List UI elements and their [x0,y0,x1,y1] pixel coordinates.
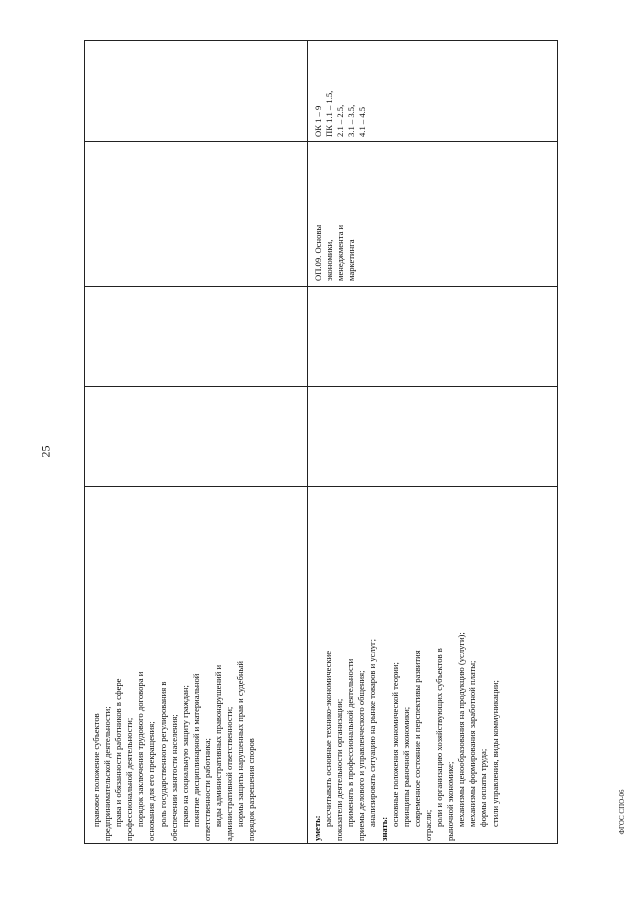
column-divider-4 [85,141,557,142]
text-line: экономики, [324,239,335,281]
text-line: профессиональной деятельности; [124,717,135,841]
text-line: ОП.09. Основы [313,224,323,281]
column-divider-2 [85,386,557,387]
column-divider-3 [85,286,557,287]
row-divider [307,41,308,843]
page-number: 25 [38,445,53,458]
text-line: 3.1 – 3.5, [346,104,357,137]
row2-discipline-cell [313,143,357,281]
text-line: предпринимательской деятельности; [102,706,113,841]
text-line: рассчитывать основные технико-экономические [323,650,334,827]
text-line: формы оплаты труда; [478,748,489,827]
row2-content-cell [312,493,501,841]
text-line: понятие дисциплинарной и материальной [190,673,201,827]
footer-standard-mark: ФГОС СПО-06 [618,789,626,835]
text-line: стили управления, виды коммуникации; [489,680,500,827]
text-line: механизмы формирования заработной платы; [467,660,478,827]
text-line: отрасли; [422,809,433,841]
text-line: показатели деятельности организации; [334,698,345,841]
text-line: анализировать ситуацию на рынке товаров и услуг; [367,639,378,827]
text-line: порядок разрешения споров [246,738,257,841]
text-line: основания для его прекращения; [146,721,157,841]
text-line: роль государственного регулирования в [157,681,168,827]
text-line: применять в профессиональной деятельности [345,658,356,827]
text-line: приемы делового и управленческого общения; [356,670,367,841]
text-line: правовое положение субъектов [91,713,101,827]
text-line: право на социальную защиту граждан; [179,685,190,827]
text-line: ПК 1.1 – 1.5, [324,90,335,137]
text-line: рыночной экономике; [445,761,456,841]
text-line: современное состояние и перспективы развития [411,650,422,827]
text-line: права и обязанности работников в сфере [113,678,124,827]
text-line: уметь: [312,815,322,841]
text-line: виды административных правонарушений и [213,664,224,827]
text-line: порядок заключения трудового договора и [135,671,146,827]
text-line: механизмы ценообразования на продукцию (услуги); [456,632,467,827]
text-line: обеспечении занятости населения; [168,714,179,841]
text-line: роли и организацию хозяйствующих субъектов в [434,648,445,827]
text-line: принципы рыночной экономики; [400,706,411,827]
text-line: ответственности работника; [201,738,212,841]
text-line: маркетинга [346,239,357,281]
text-line: ОК 1 – 9 [313,105,323,137]
text-line: 2.1 – 2.5, [335,104,346,137]
text-line: основные положения экономической теории; [389,662,400,827]
column-divider-1 [85,486,557,487]
row1-content-cell [91,493,257,841]
row2-competencies-cell [313,45,368,137]
text-line: административной ответственности; [224,706,235,841]
text-line: знать: [378,816,389,841]
text-line: нормы защиты нарушенных прав и судебный [235,661,246,827]
text-line: 4.1 – 4.5 [357,106,368,137]
text-line: менеджмента и [335,224,346,281]
curriculum-table [84,40,558,844]
